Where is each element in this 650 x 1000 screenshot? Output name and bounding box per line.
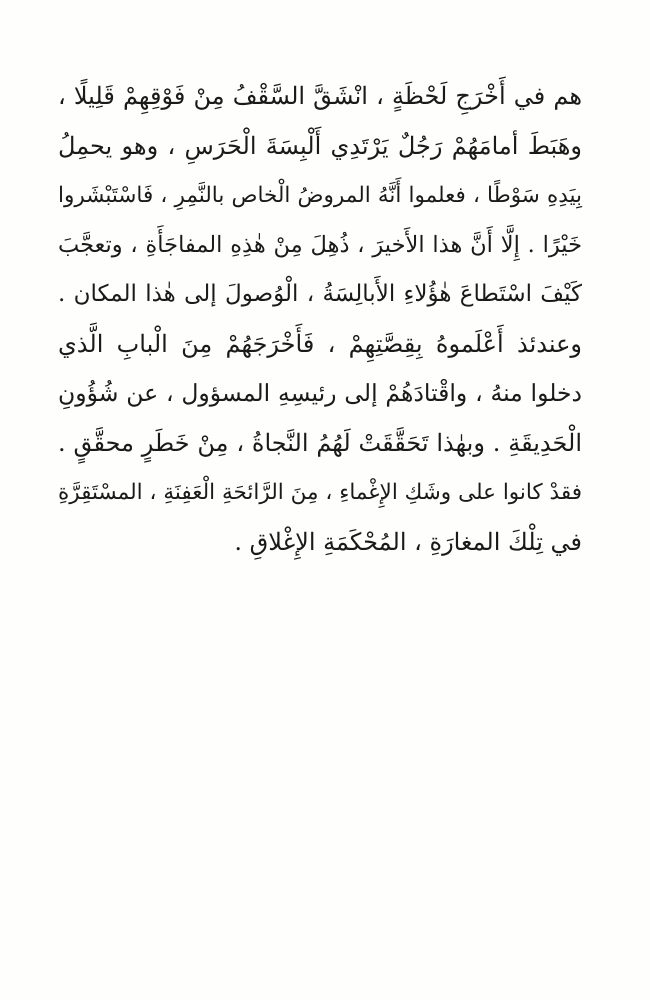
text-line: خَيْرًا . إِلَّا أَنَّ هذا الأَخيرَ ، ذُهِلَ مِنْ هٰذِهِ المفاجَأَةِ ، وتعجَّبَ bbox=[58, 231, 582, 258]
paragraph bbox=[58, 72, 582, 567]
text-line: بِيَدِهِ سَوْطًا ، فعلموا أَنَّهُ المروضُ الْخاص بالنَّمِرِ ، فَاسْتَبْشَروا bbox=[58, 183, 582, 208]
text-line: الْحَدِيقَةِ . وبهٰذا تَحَقَّقَتْ لَهُمُ النَّجاةُ ، مِنْ خَطَرٍ محقَّقٍ . bbox=[58, 428, 582, 457]
text-line: هم في أَخْرَجِ لَحْظَةٍ ، انْشَقَّ السَّقْفُ مِنْ فَوْقِهِمْ قَلِيلًا ، bbox=[58, 82, 582, 110]
text-line: في تِلْكَ المغارَةِ ، المُحْكَمَةِ الإِغْلاقِ . bbox=[234, 527, 582, 556]
text-line: فقدْ كانوا على وشَكِ الإِغْماءِ ، مِنَ الرَّائحَةِ الْعَفِنَةِ ، المسْتَقِرَّةِ bbox=[58, 480, 582, 505]
text-line: وهَبَطَ أمامَهُمْ رَجُلٌ يَرْتَدِي أَلْبِسَةَ الْحَرَسِ ، وهو يحمِلُ bbox=[58, 131, 582, 160]
text-line: كَيْفَ اسْتَطاعَ هٰؤُلاءِ الأَبالِسَةُ ، الْوُصولَ إلى هٰذا المكان . bbox=[58, 281, 582, 307]
text-line: دخلوا منهُ ، واقْتادَهُمْ إلى رئيسِهِ المسؤول ، عن شُؤُونِ bbox=[58, 379, 582, 407]
text-line: وعندئذ أَعْلَموهُ بِقِصَّتِهِمْ ، فَأَخْرَجَهُمْ مِنَ الْبابِ الَّذي bbox=[58, 329, 582, 358]
